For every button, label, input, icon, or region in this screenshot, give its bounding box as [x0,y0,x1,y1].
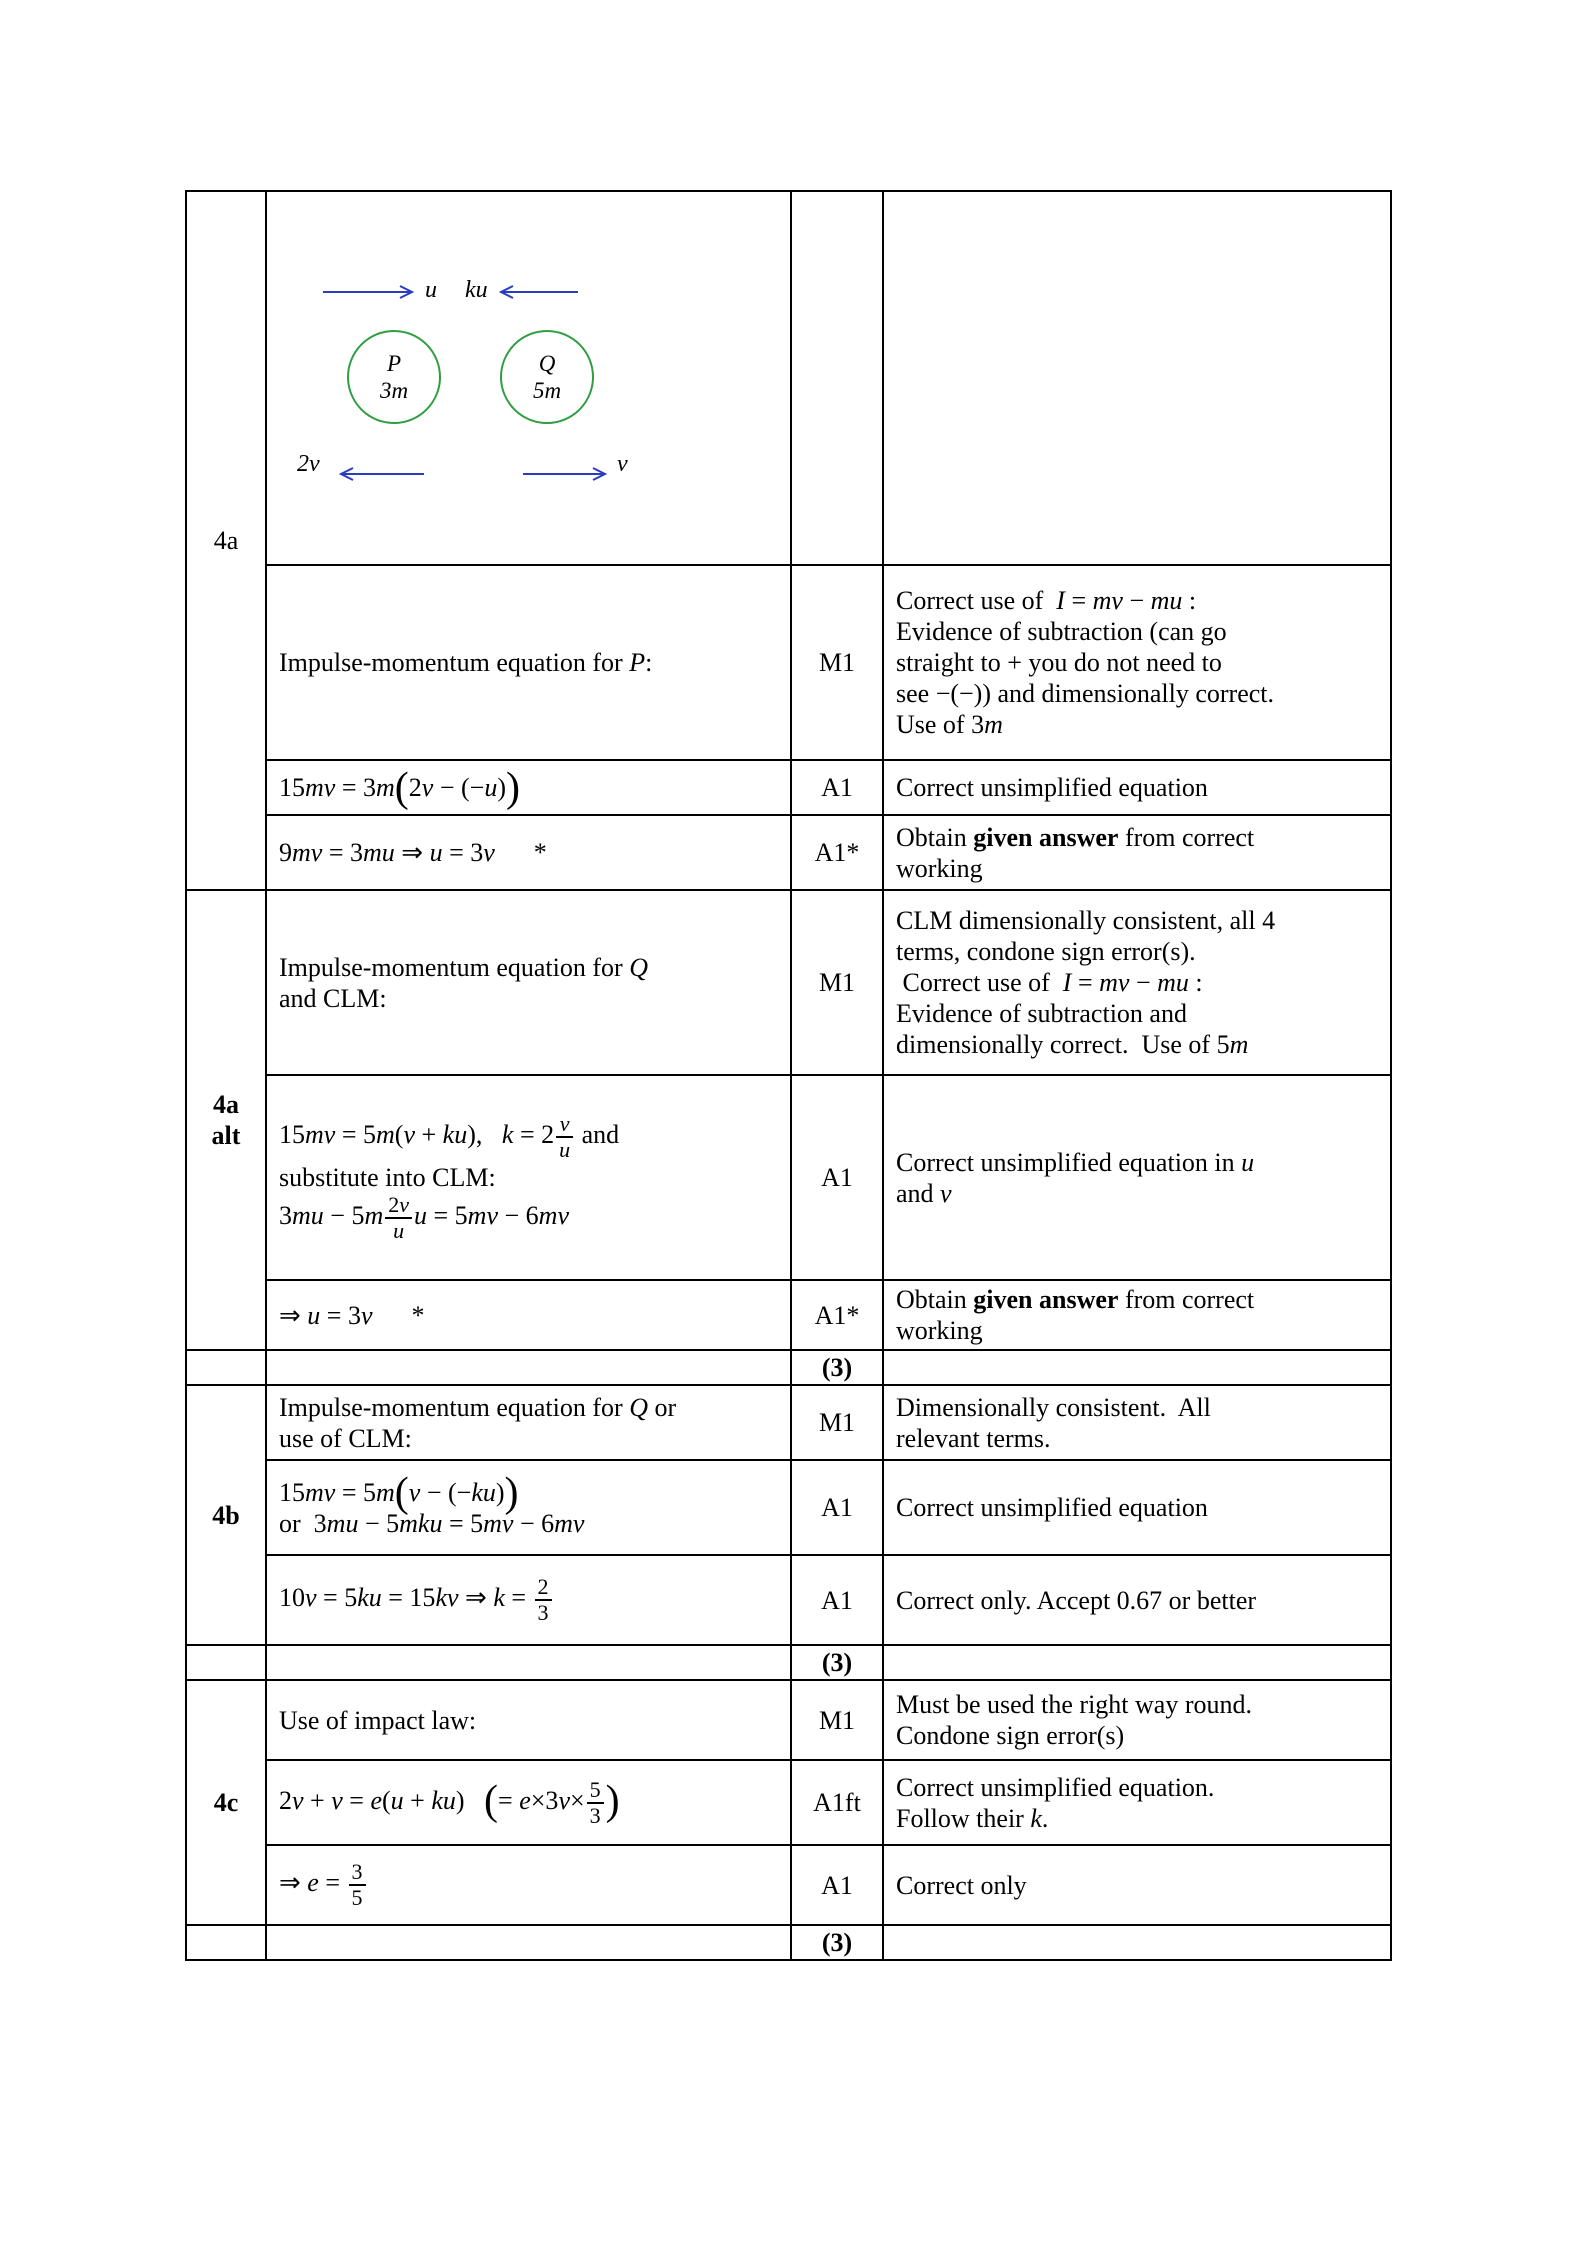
velocity-ku-left-arrow [499,284,579,300]
mark-cell-4c-m1: M1 [791,1680,883,1760]
scheme-cell-4a-m1: Impulse-momentum equation for P: [266,565,791,760]
mark-cell-4a-a1star: A1* [791,815,883,890]
notes-cell-4c-m1: Must be used the right way round. Condone sign error(s) [883,1680,1391,1760]
scheme-cell-empty [266,1350,791,1385]
mark-cell-4a-a1: A1 [791,760,883,815]
mark-cell-4b-a1b: A1 [791,1555,883,1645]
row-4a-m1 [186,565,1391,760]
notes-cell-4b-a1b: Correct only. Accept 0.67 or better [883,1555,1391,1645]
notes-cell-4a-a1: Correct unsimplified equation [883,760,1391,815]
scheme-cell-4c-m1: Use of impact law: [266,1680,791,1760]
notes-cell-empty [883,1350,1391,1385]
scheme-cell-4aalt-a1: 15mv = 5m(v + ku), k = 2 $\frac{v}{u}$ and substitute into CLM: 3mu − 5m $\frac{2v}{u}$ u = 5mv − 6mv [266,1075,791,1280]
total-marks-4a: (3) [791,1350,883,1385]
row-4b-a1 [186,1460,1391,1555]
question-cell-empty [186,1925,266,1960]
total-marks-4c: (3) [791,1925,883,1960]
notes-cell-4b-a1: Correct unsimplified equation [883,1460,1391,1555]
scheme-cell-4a-a1star: 9mv = 3mu ⇒ u = 3v * [266,815,791,890]
velocity-v-right-arrow [522,466,607,482]
mark-cell-empty [791,191,883,565]
scheme-cell-4c-a1: ⇒ e = $\frac{3}{5}$ [266,1845,791,1925]
particle-p-circle [347,330,441,424]
scheme-diagram-cell [266,191,791,565]
notes-cell-4c-a1ft: Correct unsimplified equation. Follow their k. [883,1760,1391,1845]
question-cell-empty [186,1645,266,1680]
notes-cell-4aalt-a1star: Obtain given answer from correct working [883,1280,1391,1350]
mark-cell-4b-a1: A1 [791,1460,883,1555]
question-label-4a-alt [186,890,266,1350]
velocity-2v-left-arrow [339,466,425,482]
mark-cell-4b-m1: M1 [791,1385,883,1460]
notes-cell-empty [883,1925,1391,1960]
question-cell-empty [186,1350,266,1385]
mark-cell-4aalt-a1star: A1* [791,1280,883,1350]
scheme-cell-empty [266,1645,791,1680]
scheme-cell-4c-a1ft: 2v + v = e(u + ku) (= e×3v× $\frac{5}{3}$ ) [266,1760,791,1845]
notes-cell-empty [883,1645,1391,1680]
row-total-4b [186,1645,1391,1680]
row-4b-a1b [186,1555,1391,1645]
mark-cell-4aalt-m1: M1 [791,890,883,1075]
velocity-ku-label: ku [465,277,488,303]
notes-cell-4aalt-a1: Correct unsimplified equation in u and v [883,1075,1391,1280]
velocity-v-label: v [617,451,628,477]
velocity-u-label: u [425,277,437,303]
row-4aalt-m1 [186,890,1391,1075]
scheme-cell-empty [266,1925,791,1960]
particle-p-name: P [386,351,402,376]
scheme-cell-4a-a1: 15mv = 3m(2v − (−u)) [266,760,791,815]
mark-scheme-table [185,190,1392,1961]
scheme-cell-4b-a1: 15mv = 5m(v − (−ku)) or 3mu − 5mku = 5mv − 6mv [266,1460,791,1555]
total-marks-4b: (3) [791,1645,883,1680]
question-label-4a-alt-line2: alt [211,1121,241,1150]
scheme-cell-4aalt-a1star: ⇒ u = 3v * [266,1280,791,1350]
row-4aalt-a1 [186,1075,1391,1280]
notes-cell-empty [883,191,1391,565]
momentum-diagram [267,254,790,502]
mark-cell-4aalt-a1: A1 [791,1075,883,1280]
row-4c-a1ft [186,1760,1391,1845]
row-4a-a1star [186,815,1391,890]
mark-cell-4a-m1: M1 [791,565,883,760]
velocity-u-right-arrow [322,284,414,300]
notes-cell-4aalt-m1: CLM dimensionally consistent, all 4 terms, condone sign error(s). Correct use of I = mv − mu : Evidence of subtraction and dimensionally correct. Use of 5m [883,890,1391,1075]
row-4b-m1 [186,1385,1391,1460]
question-label-4a: 4a [186,191,266,890]
notes-cell-4a-m1: Correct use of I = mv − mu : Evidence of subtraction (can go straight to + you do not need to see −(−)) and dimensionally correct. Use of 3m [883,565,1391,760]
particle-q-circle [500,330,594,424]
particle-q-mass: 5m [532,378,562,403]
mark-cell-4c-a1ft: A1ft [791,1760,883,1845]
particle-p-mass: 3m [379,378,409,403]
row-4c-a1 [186,1845,1391,1925]
particle-q-name: Q [538,351,556,376]
scheme-cell-4aalt-m1: Impulse-momentum equation for Q and CLM: [266,890,791,1075]
scheme-cell-4b-m1: Impulse-momentum equation for Q or use of CLM: [266,1385,791,1460]
row-4a-a1 [186,760,1391,815]
velocity-2v-label: 2v [297,451,320,477]
question-label-4c: 4c [186,1680,266,1925]
row-4a-diagram [186,191,1391,565]
notes-cell-4a-a1star: Obtain given answer from correct working [883,815,1391,890]
scheme-cell-4b-a1b: 10v = 5ku = 15kv ⇒ k = $\frac{2}{3}$ [266,1555,791,1645]
row-4aalt-a1star [186,1280,1391,1350]
question-label-4b: 4b [186,1385,266,1645]
mark-cell-4c-a1: A1 [791,1845,883,1925]
row-4c-m1 [186,1680,1391,1760]
notes-cell-4c-a1: Correct only [883,1845,1391,1925]
row-total-4c [186,1925,1391,1960]
notes-cell-4b-m1: Dimensionally consistent. All relevant terms. [883,1385,1391,1460]
row-total-4a [186,1350,1391,1385]
question-label-4a-alt-line1: 4a [213,1090,239,1119]
